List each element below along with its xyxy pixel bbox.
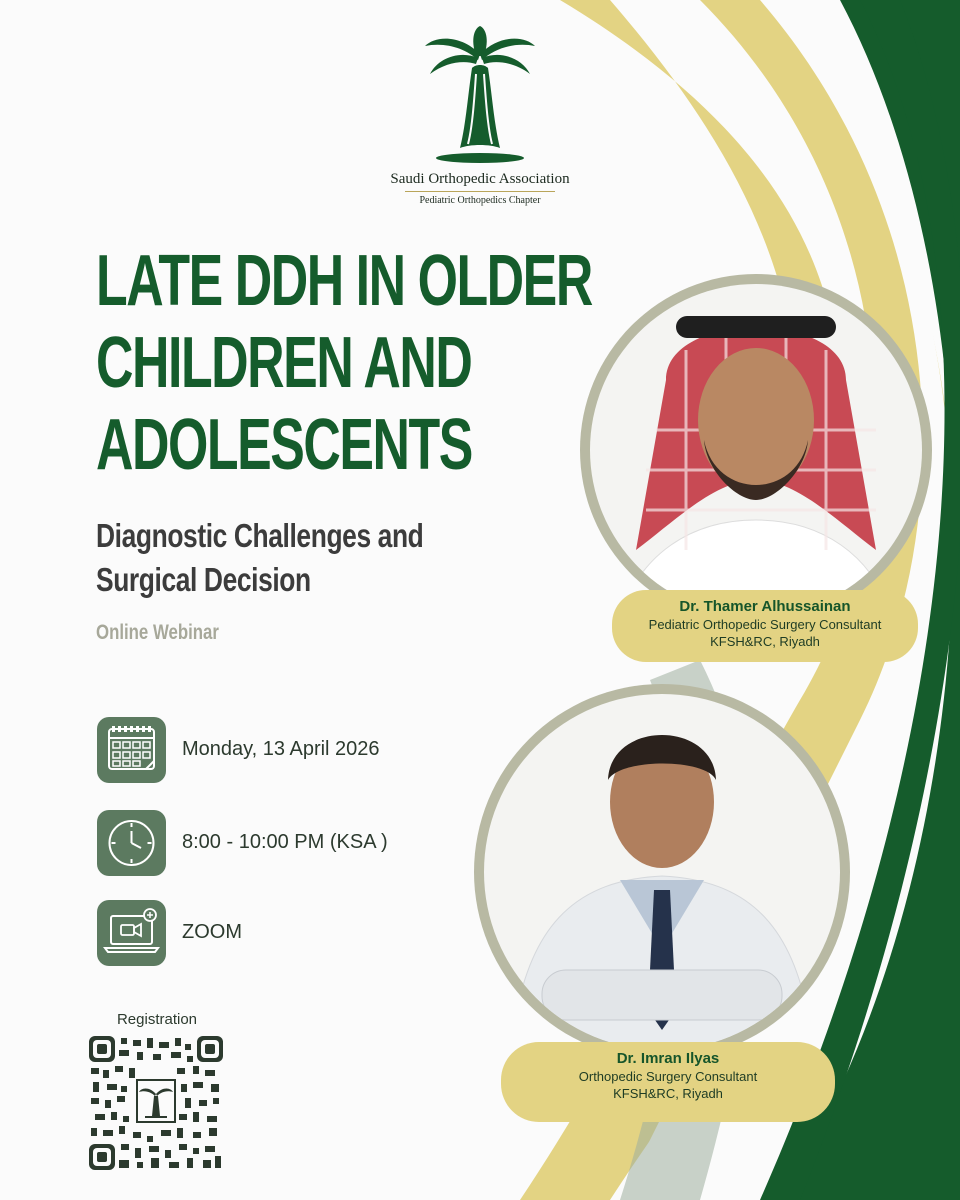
speaker-2-card xyxy=(501,1050,835,1101)
clock-icon-box xyxy=(97,810,166,876)
speaker-2-role: Orthopedic Surgery Consultant xyxy=(578,1069,758,1084)
org-logo xyxy=(380,24,580,206)
speaker-2-name: Dr. Imran Ilyas xyxy=(616,1050,720,1067)
qr-code-icon[interactable] xyxy=(89,1036,223,1170)
title-line: CHILDREN AND xyxy=(96,323,472,403)
speaker-1-affiliation: KFSH&RC, Riyadh xyxy=(710,634,820,649)
calendar-icon-box xyxy=(97,717,166,783)
event-format: Online Webinar xyxy=(96,621,219,644)
speaker-1-card xyxy=(612,598,918,649)
org-divider xyxy=(405,191,555,192)
speaker-1-photo xyxy=(576,270,936,630)
event-platform: ZOOM xyxy=(182,921,242,943)
subtitle-line: Surgical Decision xyxy=(96,561,311,598)
palm-logo-icon xyxy=(420,24,540,164)
calendar-icon xyxy=(97,717,166,783)
speaker-1-name: Dr. Thamer Alhussainan xyxy=(679,598,851,615)
title-line: LATE DDH IN OLDER xyxy=(96,241,592,321)
title-line: ADOLESCENTS xyxy=(96,405,472,485)
event-title xyxy=(96,240,592,486)
clock-icon xyxy=(97,810,166,876)
speaker-1-role: Pediatric Orthopedic Surgery Consultant xyxy=(648,617,882,632)
event-subtitle xyxy=(96,514,423,602)
registration-label: Registration xyxy=(116,1011,198,1028)
speaker-2-photo xyxy=(470,680,854,1064)
org-name: Saudi Orthopedic Association xyxy=(390,171,570,187)
zoom-icon-box xyxy=(97,900,166,966)
event-date: Monday, 13 April 2026 xyxy=(182,738,380,760)
speaker-2-affiliation: KFSH&RC, Riyadh xyxy=(613,1086,723,1101)
subtitle-line: Diagnostic Challenges and xyxy=(96,517,424,554)
zoom-laptop-icon xyxy=(97,900,166,966)
org-chapter: Pediatric Orthopedics Chapter xyxy=(419,195,541,206)
event-time: 8:00 - 10:00 PM (KSA ) xyxy=(182,831,388,853)
